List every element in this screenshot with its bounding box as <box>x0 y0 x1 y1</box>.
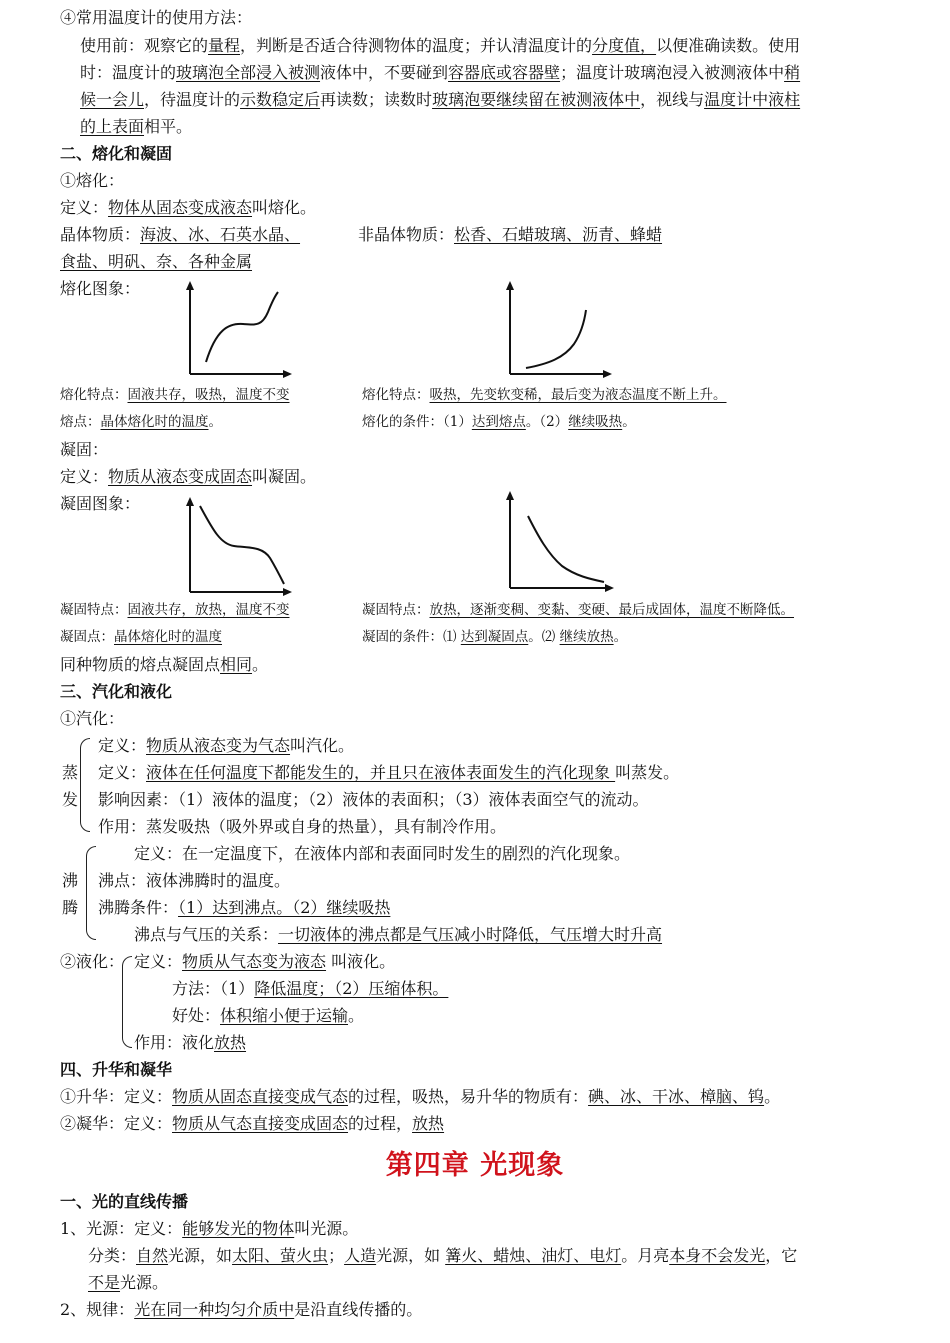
crystal-melting-graph <box>178 280 298 380</box>
melt-definition <box>60 197 316 219</box>
noncrystal-substances <box>358 224 662 246</box>
underlined-text: 继续放热 <box>559 629 614 645</box>
text: 再读数；读数时 <box>320 90 433 109</box>
section-title-melting: 二、熔化和凝固 <box>60 144 173 163</box>
boiling-line-4 <box>134 924 662 946</box>
underlined-text: 容器底或容器壁 <box>448 63 561 82</box>
melt-feature-right <box>362 385 727 405</box>
text: 叫汽化。 <box>290 736 355 755</box>
solidifying-condition <box>362 627 627 647</box>
text: 的过程，吸热，易升华的物质有： <box>348 1087 589 1106</box>
text: 叫熔化。 <box>252 198 317 217</box>
liquefaction-line-1 <box>134 951 395 973</box>
underlined-text: 一切液体的沸点都是气压减小时降低，气压增大时升高 <box>278 925 663 944</box>
melting-condition <box>362 412 636 432</box>
text: ，待温度计的 <box>144 90 241 109</box>
text: 熔化的条件：（1） <box>362 414 472 430</box>
solid-feature-right <box>362 600 794 620</box>
text: 叫凝固。 <box>252 467 317 486</box>
underlined-text: 固液共存，吸热，温度不变 <box>127 387 290 403</box>
evaporation-line-4: 作用：蒸发吸热（吸外界或自身的热量），具有制冷作用。 <box>98 817 507 836</box>
melting-curve <box>526 310 586 368</box>
liquefaction-label: ②液化： <box>60 952 125 971</box>
text: 方法：（1） <box>172 979 255 998</box>
underlined-text: 篝火、蜡烛、油灯、电灯 <box>445 1246 622 1265</box>
underlined-text: 光在同一种均匀介质中 <box>134 1300 295 1319</box>
chapter-title: 第四章 光现象 <box>385 1150 565 1181</box>
text: 。 <box>613 629 628 645</box>
text: 光源，如 <box>168 1246 233 1265</box>
evaporation-line-2 <box>98 762 679 784</box>
underlined-text: 本身不会发光 <box>669 1246 766 1265</box>
text: 凝固特点： <box>362 602 430 618</box>
solid-graph-label: 凝固图象： <box>60 494 141 513</box>
underlined-text: 自然 <box>136 1246 169 1265</box>
underlined-text: 放热 <box>412 1114 445 1133</box>
underlined-text: 的上表面 <box>80 117 145 136</box>
x-axis-arrow <box>605 584 614 592</box>
underlined-text: 达到凝固点 <box>460 629 529 645</box>
boiling-line-2: 沸点：液体沸腾时的温度。 <box>98 871 291 890</box>
underlined-text: 玻璃泡全部浸入被测 <box>176 63 321 82</box>
underlined-text: 晶体熔化时的温度 <box>100 414 209 430</box>
text: 。月亮 <box>621 1246 670 1265</box>
text: ，判断是否适合待测物体的温度；并认清温度计的 <box>240 36 593 55</box>
text: 以便准确读数。使用 <box>656 36 801 55</box>
light-source-definition <box>60 1218 358 1240</box>
x-axis-arrow <box>603 370 612 378</box>
text: 叫蒸发。 <box>615 763 680 782</box>
underlined-text: 物质从固态直接变成气态 <box>172 1087 349 1106</box>
underlined-text: 放热，逐渐变稠、变黏、变硬、最后成固体，温度不断降低。 <box>429 602 794 618</box>
text: ；温度计玻璃泡浸入被测液体中 <box>560 63 785 82</box>
sublimation-line <box>60 1086 780 1108</box>
boiling-char-1: 沸 <box>62 871 79 890</box>
underlined-text: 海波、冰、石英水晶、 <box>140 225 301 244</box>
crystal-solidifying-graph <box>178 496 298 596</box>
text: 叫液化。 <box>326 952 396 971</box>
text: 定义： <box>60 467 109 486</box>
x-axis-arrow <box>283 370 292 378</box>
underlined-text: 温度计中液柱 <box>704 90 801 109</box>
underlined-text: 不是 <box>88 1273 121 1292</box>
text: 晶体物质： <box>60 225 141 244</box>
text: 非晶体物质： <box>358 225 455 244</box>
boiling-line-1: 定义：在一定温度下，在液体内部和表面同时发生的剧烈的汽化现象。 <box>134 844 631 863</box>
text: ①升华：定义： <box>60 1087 173 1106</box>
text: 。 <box>348 1006 365 1025</box>
text: 。 <box>208 414 222 430</box>
text: 熔化特点： <box>60 387 128 403</box>
melting-curve <box>206 292 278 362</box>
solid-feature-left <box>60 600 290 620</box>
text: 定义： <box>98 763 147 782</box>
crystal-substances <box>60 224 300 246</box>
text: 光源。 <box>120 1273 169 1292</box>
underlined-text: 达到熔点 <box>471 414 526 430</box>
text: ； <box>328 1246 345 1265</box>
evaporation-line-3: 影响因素：（1）液体的温度；（2）液体的表面积；（3）液体表面空气的流动。 <box>98 790 649 809</box>
text: 。（2） <box>525 414 569 430</box>
text: 。 <box>622 414 636 430</box>
text: 分类： <box>88 1246 137 1265</box>
underlined-text: 候一会儿 <box>80 90 145 109</box>
y-axis-arrow <box>186 281 194 290</box>
underlined-text: 人造 <box>344 1246 377 1265</box>
underlined-text: 量程 <box>208 36 241 55</box>
text: 沸点与气压的关系： <box>134 925 279 944</box>
thermometer-p3 <box>80 89 800 111</box>
text: 沸腾条件： <box>98 898 179 917</box>
underlined-text: 稍 <box>784 63 801 82</box>
liquefaction-line-4 <box>134 1032 246 1054</box>
evaporation-char-2: 发 <box>62 790 79 809</box>
evaporation-line-1 <box>98 735 354 757</box>
amorphous-solidifying-graph <box>500 490 620 594</box>
text: 。⑵ <box>528 629 560 645</box>
liquefaction-line-2 <box>172 978 448 1000</box>
text: 定义： <box>134 952 183 971</box>
underlined-text: 物质从液态变成固态 <box>108 467 253 486</box>
text: 同种物质的熔点凝固点 <box>60 655 221 674</box>
boiling-char-2: 腾 <box>62 898 79 917</box>
melt-label: ①熔化： <box>60 171 125 190</box>
y-axis-arrow <box>506 281 514 290</box>
underlined-text: 继续吸热 <box>568 414 623 430</box>
y-axis-arrow <box>186 497 194 506</box>
underlined-text: 体积缩小便于运输 <box>220 1006 349 1025</box>
underlined-text: （1）达到沸点。（2）继续吸热 <box>178 898 391 917</box>
y-axis-arrow <box>506 491 514 500</box>
solidifying-curve <box>528 516 604 582</box>
x-axis-arrow <box>283 588 292 596</box>
underlined-text: 能够发光的物体 <box>182 1219 295 1238</box>
text: ，它 <box>765 1246 798 1265</box>
solidifying-curve <box>200 506 284 584</box>
underlined-text: 物质从气态直接变成固态 <box>172 1114 349 1133</box>
boiling-brace <box>86 846 96 940</box>
underlined-text: 物质从液态变为气态 <box>146 736 291 755</box>
text: 熔点： <box>60 414 101 430</box>
text: 叫光源。 <box>294 1219 359 1238</box>
text: 时：温度计的 <box>80 63 177 82</box>
text: 凝固特点： <box>60 602 128 618</box>
underlined-text: 液体在任何温度下都能发生的，并且只在液体表面发生的汽化现象 <box>146 763 616 782</box>
liquefaction-line-3 <box>172 1005 364 1027</box>
text: 1、光源：定义： <box>60 1219 183 1238</box>
light-source-classification-2 <box>88 1272 168 1294</box>
amorphous-melting-graph <box>500 280 620 380</box>
underlined-text: 物质从气态变为液态 <box>182 952 327 971</box>
text: ②凝华：定义： <box>60 1114 173 1133</box>
solidifying-point <box>60 627 222 647</box>
thermometer-p4 <box>80 116 192 138</box>
text: 使用前：观察它的 <box>80 36 209 55</box>
underlined-text: 示数稳定后 <box>240 90 321 109</box>
text: 作用：液化 <box>134 1033 215 1052</box>
underlined-text: 吸热，先变软变稀，最后变为液态温度不断上升。 <box>429 387 727 403</box>
evaporation-brace <box>80 738 90 832</box>
melt-feature-left <box>60 385 290 405</box>
section-title-vapor: 三、汽化和液化 <box>60 682 173 701</box>
light-source-classification <box>88 1245 797 1267</box>
evaporation-char-1: 蒸 <box>62 763 79 782</box>
text: 凝固点： <box>60 629 114 645</box>
solid-label: 凝固： <box>60 440 109 459</box>
crystal-substances-2 <box>60 251 252 273</box>
text: 熔化特点： <box>362 387 430 403</box>
liquefaction-brace <box>122 956 132 1048</box>
text: 定义： <box>60 198 109 217</box>
text: 好处： <box>172 1006 221 1025</box>
vapor-label: ①汽化： <box>60 709 125 728</box>
underlined-text: 固液共存，放热，温度不变 <box>127 602 290 618</box>
text: 液体中，不要碰到 <box>320 63 449 82</box>
text: 凝固的条件：⑴ <box>362 629 461 645</box>
underlined-text: 晶体熔化时的温度 <box>114 629 222 645</box>
underlined-text: 太阳、萤火虫 <box>232 1246 329 1265</box>
text: ，视线与 <box>640 90 705 109</box>
light-propagation-rule <box>60 1299 422 1321</box>
section-title-sublimation: 四、升华和凝华 <box>60 1060 173 1079</box>
thermometer-p2 <box>80 62 800 84</box>
text: 光源，如 <box>376 1246 446 1265</box>
text: 2、规律： <box>60 1300 135 1319</box>
underlined-text: 分度值， <box>592 36 657 55</box>
thermometer-p1 <box>80 35 800 57</box>
text: 。 <box>764 1087 781 1106</box>
underlined-text: 放热 <box>214 1033 247 1052</box>
text: 。 <box>252 655 269 674</box>
text: 相平。 <box>144 117 193 136</box>
desublimation-line <box>60 1113 444 1135</box>
text: 是沿直线传播的。 <box>294 1300 423 1319</box>
underlined-text: 食盐、明矾、奈、各种金属 <box>60 252 253 271</box>
boiling-line-3 <box>98 897 390 919</box>
solid-definition <box>60 466 316 488</box>
text: 的过程， <box>348 1114 413 1133</box>
underlined-text: 松香、石蜡玻璃、沥青、蜂蜡 <box>454 225 663 244</box>
melting-point <box>60 412 222 432</box>
same-point-note <box>60 654 268 676</box>
section-title-light: 一、光的直线传播 <box>60 1192 189 1211</box>
thermometer-heading: ④常用温度计的使用方法： <box>60 8 253 27</box>
underlined-text: 物体从固态变成液态 <box>108 198 253 217</box>
underlined-text: 降低温度；（2）压缩体积。 <box>254 979 449 998</box>
text: 定义： <box>98 736 147 755</box>
underlined-text: 相同 <box>220 655 253 674</box>
melt-graph-label: 熔化图象： <box>60 279 141 298</box>
underlined-text: 碘、冰、干冰、樟脑、钨 <box>588 1087 765 1106</box>
underlined-text: 玻璃泡要继续留在被测液体中 <box>432 90 641 109</box>
